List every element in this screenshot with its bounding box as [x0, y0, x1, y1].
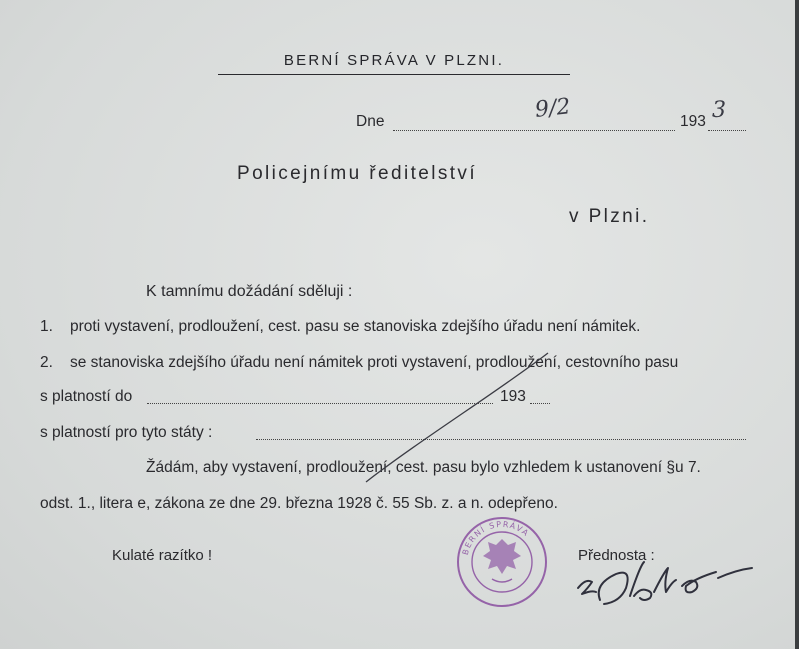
stamp-ring-text: BERNÍ SPRÁVA: [460, 519, 532, 557]
header-underline: [218, 74, 570, 75]
scan-edge: [795, 0, 799, 649]
validity-states-dotted-line: [256, 439, 746, 440]
date-dotted-line: [393, 130, 675, 131]
addressee-line-2: v Plzni.: [569, 206, 650, 227]
intro-line: K tamnímu dožádání sděluji :: [146, 283, 353, 300]
date-year-prefix: 193: [680, 113, 706, 130]
addressee-line-1: Policejnímu ředitelství: [237, 163, 477, 184]
item-2-number: 2.: [40, 354, 53, 371]
office-header: BERNÍ SPRÁVA V PLZNI.: [283, 52, 505, 69]
validity-until-label: s platností do: [40, 388, 133, 405]
request-line-1: Žádám, aby vystavení, prodloužení, cest. pasu bylo vzhledem k ustanovení §u 7.: [146, 459, 701, 476]
handwritten-date: 9/2: [533, 94, 572, 123]
validity-states-label: s platností pro tyto státy :: [40, 424, 213, 441]
signatory-label: Přednosta :: [578, 547, 655, 564]
item-2-text: se stanoviska zdejšího úřadu není námitek proti vystavení, prodloužení, cestovního pasu: [70, 354, 679, 371]
year-dotted-line: [708, 130, 746, 131]
request-line-2: odst. 1., litera e, zákona ze dne 29. března 1928 č. 55 Sb. z. a n. odepřeno.: [40, 495, 558, 512]
official-round-stamp: [455, 515, 549, 609]
stamp-note: Kulaté razítko !: [112, 547, 213, 564]
validity-until-dotted-line: [147, 403, 493, 404]
handwritten-signature: [574, 556, 764, 616]
item-1-number: 1.: [40, 318, 53, 335]
validity-year-dotted-line: [530, 403, 550, 404]
date-label: Dne: [356, 113, 385, 130]
handwritten-year-digit: 3: [712, 98, 726, 123]
validity-until-year-prefix: 193: [500, 388, 526, 405]
item-1-text: proti vystavení, prodloužení, cest. pasu se stanoviska zdejšího úřadu není námitek.: [70, 318, 641, 335]
